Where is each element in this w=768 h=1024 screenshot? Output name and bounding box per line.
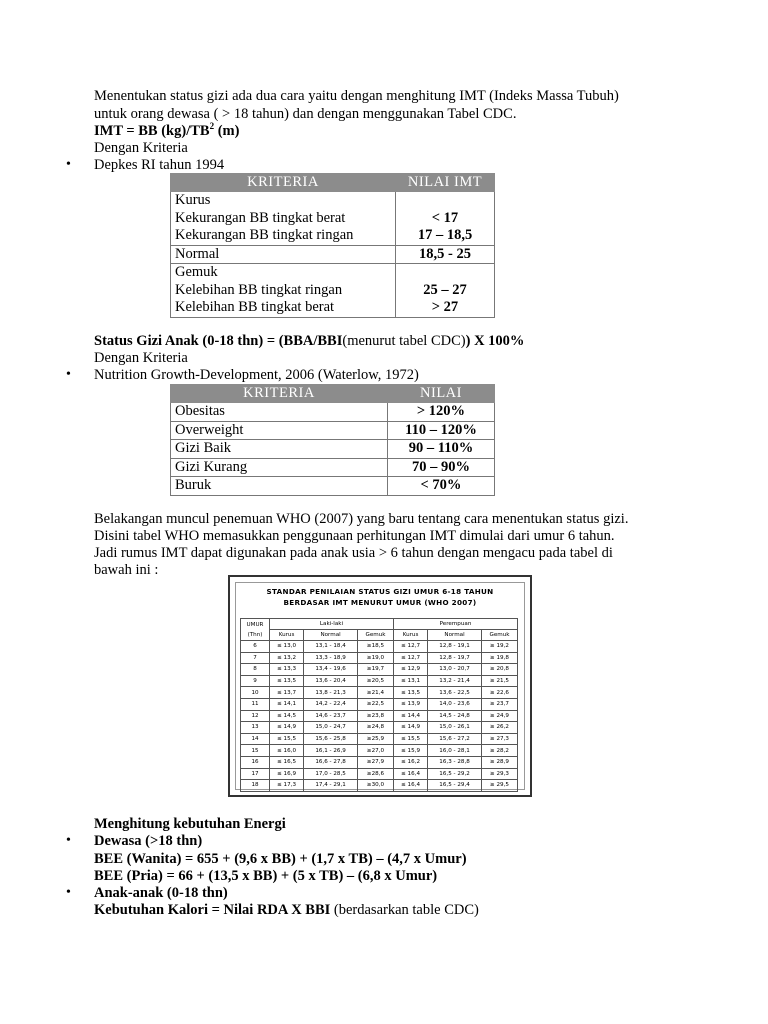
who-table-cell: 13,6 - 22,5 (428, 687, 482, 699)
who-table-cell: 14,5 - 24,8 (428, 710, 482, 722)
table-row (171, 421, 495, 440)
who-table-cell: 6 (241, 641, 270, 653)
who-table-title-2: BERDASAR IMT MENURUT UMUR (WHO 2007) (283, 598, 477, 607)
who-thn-label: (Thn) (247, 631, 263, 638)
who-table-cell: 10 (241, 687, 270, 699)
table-row (241, 698, 518, 710)
who-table-cell: 14,6 - 23,7 (304, 710, 358, 722)
who-table-cell: ≤ 17,3 (270, 780, 304, 792)
who-table-cell: 13 (241, 722, 270, 734)
table2-value: 110 – 120% (388, 421, 495, 440)
who-table-cell: 16,3 - 28,8 (428, 756, 482, 768)
who-table-cell: 15 (241, 745, 270, 757)
who-table-cell: ≥ 19,8 (482, 652, 518, 664)
who-table-cell: ≥ 22,6 (482, 687, 518, 699)
table1-group-gemuk-values (396, 264, 495, 318)
table2-header-kriteria: KRITERIA (171, 385, 388, 403)
who-table-cell: ≤ 16,0 (270, 745, 304, 757)
table1-value: 18,5 - 25 (419, 245, 471, 262)
table2-value: < 70% (388, 477, 495, 496)
who-table-cell: 15,6 - 25,8 (304, 733, 358, 745)
table2-label: Obesitas (171, 403, 388, 422)
who-table-cell: 16,5 - 29,4 (428, 780, 482, 792)
table-row (171, 245, 495, 264)
who-table-cell: 12,8 - 19,7 (428, 652, 482, 664)
table1-label: Kekurangan BB tingkat ringan (175, 227, 354, 243)
who-table-cell: ≤ 12,9 (393, 664, 427, 676)
bullet-depkes: Depkes RI tahun 1994 (94, 157, 225, 173)
table1-value: > 27 (431, 299, 459, 315)
table-row (171, 192, 495, 246)
bullet-icon: • (66, 367, 71, 382)
who-table-cell: ≥27,9 (358, 756, 394, 768)
table1-group-normal-values (396, 245, 495, 264)
who-table-cell: ≥20,5 (358, 675, 394, 687)
who-bmi-table-image (228, 575, 532, 797)
kalori-formula-bold: Kebutuhan Kalori = Nilai RDA X BBI (94, 902, 331, 918)
table-row (171, 458, 495, 477)
criteria-label-1: Dengan Kriteria (94, 140, 188, 156)
table1-header-nilai: NILAI IMT (396, 174, 495, 192)
who-table-cell: 16,6 - 27,8 (304, 756, 358, 768)
table1-value: 17 – 18,5 (417, 227, 473, 243)
who-subheader: Normal (304, 630, 358, 641)
table-row (241, 733, 518, 745)
who-subheader: Gemuk (482, 630, 518, 641)
who-table-cell: ≥ 21,5 (482, 675, 518, 687)
who-table-cell: ≥18,5 (358, 641, 394, 653)
table2-value: > 120% (388, 403, 495, 422)
who-table-cell: ≤ 13,1 (393, 675, 427, 687)
who-paragraph-line-1: Belakangan muncul penemuan WHO (2007) yang baru tentang cara menentukan status gizi. (94, 511, 629, 527)
who-table-cell: ≤ 13,3 (270, 664, 304, 676)
table1-value: < 17 (431, 209, 459, 226)
who-table-cell: 13,6 - 20,4 (304, 675, 358, 687)
who-table-cell: 13,2 - 21,4 (428, 675, 482, 687)
who-table-cell: ≤ 14,9 (393, 722, 427, 734)
who-table-cell: ≥28,6 (358, 768, 394, 780)
who-table-cell: 13,1 - 18,4 (304, 641, 358, 653)
who-table-cell: 16,1 - 26,9 (304, 745, 358, 757)
who-table-cell: ≤ 16,5 (270, 756, 304, 768)
table1-group-gemuk-labels (171, 264, 396, 318)
child-formula-part-3: ) X 100% (465, 333, 525, 349)
who-table-cell: 14,2 - 22,4 (304, 698, 358, 710)
who-table-cell: ≥21,4 (358, 687, 394, 699)
table-row (241, 675, 518, 687)
who-table-cell: ≤ 13,9 (393, 698, 427, 710)
table1-group-normal-labels (171, 245, 396, 264)
who-table-cell: 11 (241, 698, 270, 710)
who-subheader: Kurus (393, 630, 427, 641)
who-table-cell: ≤ 15,5 (270, 733, 304, 745)
who-table-cell: ≥27,0 (358, 745, 394, 757)
who-male-header: Laki-laki (270, 619, 394, 630)
who-table-cell: ≥ 29,5 (482, 780, 518, 792)
table-row (241, 687, 518, 699)
who-table-cell: 15,6 - 27,2 (428, 733, 482, 745)
who-table-cell: ≤ 13,5 (270, 675, 304, 687)
kalori-formula-note: (berdasarkan table CDC) (330, 902, 479, 918)
who-table-cell: ≤ 14,1 (270, 698, 304, 710)
table1-label: Kelebihan BB tingkat berat (175, 299, 335, 315)
who-table-cell: ≤ 16,9 (270, 768, 304, 780)
who-paragraph-line-2: Disini tabel WHO memasukkan penggunaan perhitungan IMT dimulai dari umur 6 tahun. (94, 528, 615, 544)
imt-criteria-table (170, 173, 495, 318)
energy-heading: Menghitung kebutuhan Energi (94, 816, 286, 832)
table1-label: Gemuk (175, 264, 218, 280)
who-table-cell: ≤ 12,7 (393, 652, 427, 664)
who-table-cell: 13,4 - 19,6 (304, 664, 358, 676)
who-umur-header (241, 619, 270, 641)
who-bmi-table (240, 618, 518, 792)
table2-label: Gizi Baik (171, 440, 388, 459)
who-table-cell: ≥ 29,3 (482, 768, 518, 780)
imt-formula-sup: 2 (209, 121, 215, 132)
who-table-cell: 17,0 - 28,5 (304, 768, 358, 780)
table1-label: Normal (175, 245, 220, 262)
table2-value: 70 – 90% (388, 458, 495, 477)
table-row (241, 780, 518, 792)
bullet-icon: • (66, 157, 71, 172)
table-row (171, 264, 495, 318)
who-table-cell: 8 (241, 664, 270, 676)
who-subheader: Kurus (270, 630, 304, 641)
table-row (241, 652, 518, 664)
who-table-cell: ≥30,0 (358, 780, 394, 792)
who-table-cell: 9 (241, 675, 270, 687)
bullet-nutrition: Nutrition Growth-Development, 2006 (Waterlow, 1972) (94, 367, 419, 383)
table-row (241, 722, 518, 734)
who-table-cell: ≥ 28,9 (482, 756, 518, 768)
table-row (241, 768, 518, 780)
bullet-icon: • (66, 885, 71, 900)
who-table-cell: ≤ 15,9 (393, 745, 427, 757)
who-table-cell: ≥ 19,2 (482, 641, 518, 653)
table-row (241, 745, 518, 757)
who-table-cell: 15,0 - 24,7 (304, 722, 358, 734)
who-table-cell: ≥ 26,2 (482, 722, 518, 734)
who-table-cell: ≥19,0 (358, 652, 394, 664)
who-table-cell: ≥ 23,7 (482, 698, 518, 710)
who-female-header: Perempuan (393, 619, 517, 630)
table-row (241, 710, 518, 722)
who-table-cell: 12 (241, 710, 270, 722)
table1-value (400, 264, 490, 282)
who-umur-label: UMUR (246, 621, 264, 628)
table2-header-nilai: NILAI (388, 385, 495, 403)
bullet-icon: • (66, 833, 71, 848)
who-table-cell: ≤ 15,5 (393, 733, 427, 745)
who-table-cell: ≥19,7 (358, 664, 394, 676)
table-row (241, 641, 518, 653)
child-status-formula (94, 332, 524, 350)
criteria-label-2: Dengan Kriteria (94, 350, 188, 366)
imt-formula-unit: (m) (214, 123, 240, 139)
who-subheader: Gemuk (358, 630, 394, 641)
table1-label: Kekurangan BB tingkat berat (175, 209, 346, 226)
table1-label: Kurus (175, 192, 211, 208)
table2-label: Gizi Kurang (171, 458, 388, 477)
who-subheader: Normal (428, 630, 482, 641)
who-table-cell: ≤ 14,9 (270, 722, 304, 734)
table-row (171, 403, 495, 422)
imt-formula (94, 122, 239, 140)
who-table-cell: 14,0 - 23,6 (428, 698, 482, 710)
who-table-cell: 7 (241, 652, 270, 664)
table2-label: Overweight (171, 421, 388, 440)
who-table-cell: ≥24,8 (358, 722, 394, 734)
who-table-cell: ≥23,8 (358, 710, 394, 722)
who-table-cell: ≥25,9 (358, 733, 394, 745)
who-table-cell: 18 (241, 780, 270, 792)
child-criteria-table (170, 384, 495, 496)
who-table-body (241, 641, 518, 792)
kalori-formula (94, 901, 479, 919)
who-paragraph-line-4: bawah ini : (94, 562, 159, 578)
bullet-anak: Anak-anak (0-18 thn) (94, 885, 228, 901)
who-table-cell: 14 (241, 733, 270, 745)
who-table-cell: ≥ 27,3 (482, 733, 518, 745)
table2-value: 90 – 110% (388, 440, 495, 459)
who-table-cell: ≥ 20,8 (482, 664, 518, 676)
who-table-title-1: STANDAR PENILAIAN STATUS GIZI UMUR 6-18 TAHUN (266, 587, 494, 596)
who-table-cell: 13,0 - 20,7 (428, 664, 482, 676)
who-table-cell: 13,3 - 18,9 (304, 652, 358, 664)
intro-line-2: untuk orang dewasa ( > 18 tahun) dan dengan menggunakan Tabel CDC. (94, 106, 517, 122)
table-row (241, 664, 518, 676)
who-table-cell: 16,0 - 28,1 (428, 745, 482, 757)
who-table-cell: 16,5 - 29,2 (428, 768, 482, 780)
bee-wanita-formula: BEE (Wanita) = 655 + (9,6 x BB) + (1,7 x TB) – (4,7 x Umur) (94, 851, 467, 867)
who-table-cell: ≤ 16,2 (393, 756, 427, 768)
who-table-cell: ≤ 16,4 (393, 768, 427, 780)
who-table-cell: 17 (241, 768, 270, 780)
table1-value: 25 – 27 (423, 281, 467, 298)
who-table-cell: 12,8 - 19,1 (428, 641, 482, 653)
who-paragraph-line-3: Jadi rumus IMT dapat digunakan pada anak usia > 6 tahun dengan mengacu pada tabel di (94, 545, 613, 561)
table2-label: Buruk (171, 477, 388, 496)
table1-header-kriteria: KRITERIA (171, 174, 396, 192)
child-formula-part-2: (menurut tabel CDC) (342, 333, 466, 349)
bee-pria-formula: BEE (Pria) = 66 + (13,5 x BB) + (5 x TB) – (6,8 x Umur) (94, 868, 438, 884)
who-table-cell: 13,8 - 21,3 (304, 687, 358, 699)
table1-value (400, 192, 490, 210)
table-row (171, 477, 495, 496)
child-formula-part-1: Status Gizi Anak (0-18 thn) = (BBA/BBI (94, 333, 343, 349)
table1-group-kurus-values (396, 192, 495, 246)
who-table-cell: ≤ 14,5 (270, 710, 304, 722)
who-table-cell: ≥22,5 (358, 698, 394, 710)
who-table-cell: ≤ 13,5 (393, 687, 427, 699)
table1-label: Kelebihan BB tingkat ringan (175, 281, 343, 298)
who-table-cell: ≤ 13,7 (270, 687, 304, 699)
who-table-cell: ≤ 14,4 (393, 710, 427, 722)
bullet-dewasa: Dewasa (>18 thn) (94, 833, 203, 849)
who-table-cell: ≥ 28,2 (482, 745, 518, 757)
who-table-cell: ≤ 16,4 (393, 780, 427, 792)
who-table-cell: ≤ 12,7 (393, 641, 427, 653)
table-row (171, 440, 495, 459)
table1-group-kurus-labels (171, 192, 396, 246)
who-table-cell: 15,0 - 26,1 (428, 722, 482, 734)
who-table-cell: ≤ 13,2 (270, 652, 304, 664)
who-table-cell: ≥ 24,9 (482, 710, 518, 722)
imt-formula-text: IMT = BB (kg)/TB (94, 123, 210, 139)
table-row (241, 756, 518, 768)
who-table-cell: 17,4 - 29,1 (304, 780, 358, 792)
who-table-cell: ≤ 13,0 (270, 641, 304, 653)
who-table-cell: 16 (241, 756, 270, 768)
intro-line-1: Menentukan status gizi ada dua cara yaitu dengan menghitung IMT (Indeks Massa Tubuh) (94, 88, 619, 104)
